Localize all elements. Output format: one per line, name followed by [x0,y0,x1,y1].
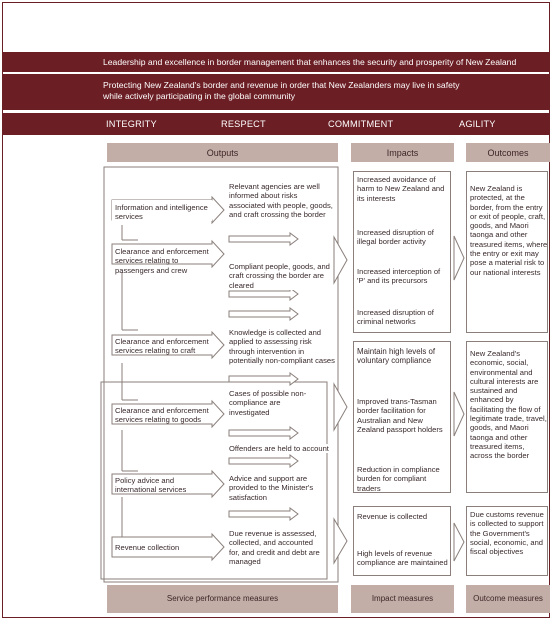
outcome-revenue: Due customs revenue is collected to support the Government's social, economic, and fiscal objectives [470,510,544,557]
outcome-box-protected [466,171,548,333]
output-passengers: Clearance and enforcement services relating to passengers and crew [115,247,209,275]
outcome-interests: New Zealand's economic, social, environmental and cultural interests are sustained and enhanced by facilitating the flow of legitimate trade, travel, goods, and Maori taonga and other treasured items, across the border [470,349,547,461]
impact-trans-tasman: Improved trans-Tasman border facilitation for Australian and New Zealand passport holders [357,397,443,434]
output-craft: Clearance and enforcement services relating to craft [115,337,209,356]
output-box [112,474,212,495]
vision-text: Leadership and excellence in border management that enhances the security and prosperity of New Zealand [103,57,517,67]
output-goods: Clearance and enforcement services relating to goods [115,406,209,425]
result-investigated: Cases of possible non-compliance are investigated [229,389,321,417]
outcome-box-revenue [466,506,548,576]
result-offenders: Offenders are held to account [229,444,333,453]
impact-interception: Increased interception of 'P' and its precursors [357,267,441,286]
output-box [112,537,212,558]
outcomes-header: Outcomes [466,143,550,162]
result-informed: Relevant agencies are well informed about risks associated with people, goods, and craft crossing the border [229,182,333,219]
output-revenue: Revenue collection [115,543,180,552]
output-box [112,200,212,221]
impact-disruption-illegal: Increased disruption of illegal border activity [357,228,434,247]
impact-revenue-collected: Revenue is collected [357,512,428,521]
mission-text: Protecting New Zealand's border and revenue in order that New Zealanders may live in safety while actively participating in the global community [103,80,460,101]
value-agility: AGILITY [459,119,496,129]
impact-avoidance: Increased avoidance of harm to New Zealand and its interests [357,175,445,203]
impact-revenue-compliance: High levels of revenue compliance are maintained [357,549,448,568]
output-box [112,335,212,356]
output-policy: Policy advice and international services [115,476,187,495]
result-cleared: Compliant people, goods, and craft crossing the border are cleared [229,262,333,290]
impacts-header: Impacts [351,143,454,162]
output-box [112,244,212,274]
impact-criminal-networks: Increased disruption of criminal networks [357,308,434,327]
footer-service-measures: Service performance measures [107,585,338,613]
output-box [112,404,212,425]
output-information: Information and intelligence services [115,203,208,222]
outcome-box-interests [466,341,548,493]
impact-compliance-burden: Reduction in compliance burden for compliant traders [357,465,440,493]
footer-outcome-measures: Outcome measures [466,585,550,613]
value-commitment: COMMITMENT [328,119,394,129]
value-respect: RESPECT [221,119,266,129]
result-revenue-managed: Due revenue is assessed, collected, and accounted for, and credit and debt are managed [229,529,325,566]
outputs-header: Outputs [107,143,338,162]
impact-voluntary-compliance: Maintain high levels of voluntary compliance [357,347,436,366]
footer-impact-measures: Impact measures [351,585,454,613]
result-knowledge: Knowledge is collected and applied to assessing risk through intervention in potentially non-compliant cases [229,328,337,365]
value-integrity: INTEGRITY [106,119,157,129]
result-advice: Advice and support are provided to the Minister's satisfaction [229,474,325,502]
outcome-protected: New Zealand is protected, at the border, from the entry or exit of people, craft, goods, and Maori taonga and other treasured items, where the entry or exit may pose a material risk to our national interests [470,184,548,277]
